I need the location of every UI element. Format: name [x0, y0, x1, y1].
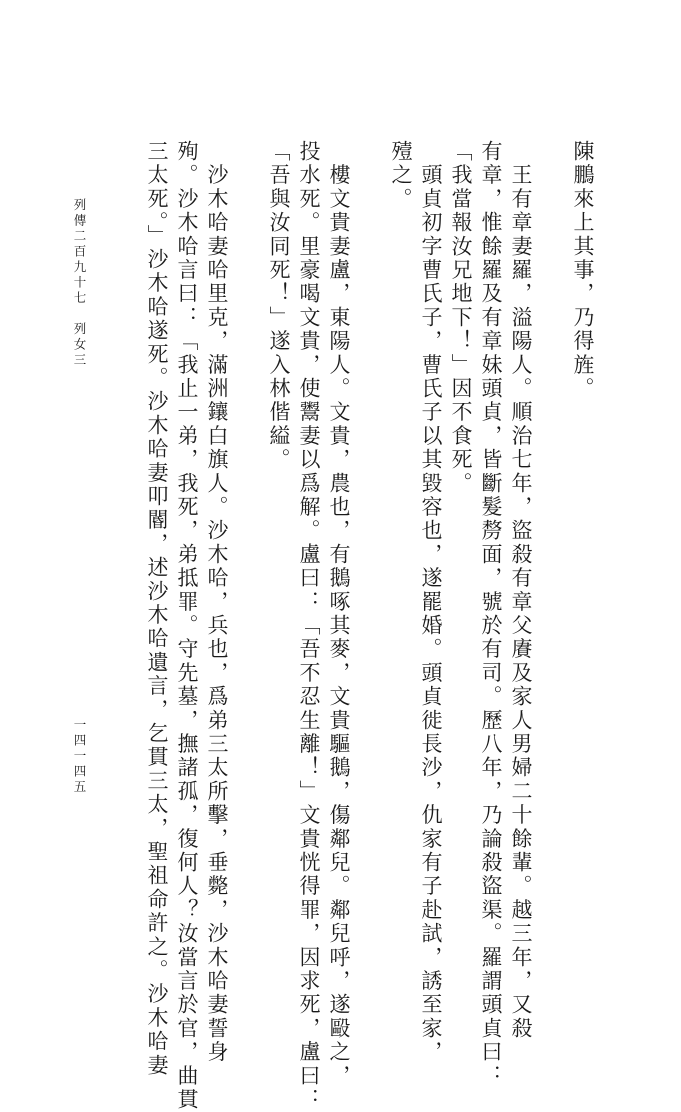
text-column-11: 「吾與汝同死！」遂入林偕縊。: [267, 140, 291, 472]
text-column-7: 殪之。: [389, 140, 413, 212]
text-column-1: 陳鵬來上其事，乃得旌。: [571, 140, 595, 401]
text-column-15: 三太死。」沙木哈遂死。沙木哈妻叩閽，述沙木哈遺言，乞貫三太，聖祖命許之。沙木哈妻: [145, 140, 169, 1078]
page-number: 一四一四五: [72, 718, 87, 796]
text-column-10: 投水死。里豪喝文貴，使鬻妻以爲解。盧曰：「吾不忍生離！」文貴恍得罪，因求死，盧曰：: [297, 140, 321, 1112]
running-header: 列傳二百九十七 列女三: [72, 198, 87, 369]
text-column-9: 樓文貴妻盧，東陽人。文貴，農也，有鵝啄其麥，文貴驅鵝，傷鄰兒。鄰兒呼，遂毆之，: [327, 140, 351, 1088]
text-column-6: 頭貞初字曹氏子，曹氏子以其毀容也，遂罷婚。頭貞徙長沙，仇家有子赴試，誘至家，: [419, 140, 443, 1065]
text-column-13: 沙木哈妻哈里克，滿洲鑲白旗人。沙木哈，兵也，爲弟三太所擊，垂斃，沙木哈妻誓身: [205, 140, 229, 1065]
text-column-3: 王有章妻羅，溢陽人。順治七年，盜殺有章父賡及家人男婦二十餘輩。越三年，又殺: [509, 140, 533, 1041]
text-column-5: 「我當報汝兄地下！」因不食死。: [449, 140, 473, 496]
text-column-4: 有章，惟餘羅及有章妹頭貞，皆斷髮剺面，號於有司。歷八年，乃論殺盜渠。羅謂頭貞曰：: [479, 140, 503, 1088]
text-column-14: 殉。沙木哈言曰：「我止一弟，我死，弟抵罪。守先墓，撫諸孤，復何人？汝當言於官，曲貫: [175, 140, 199, 1112]
